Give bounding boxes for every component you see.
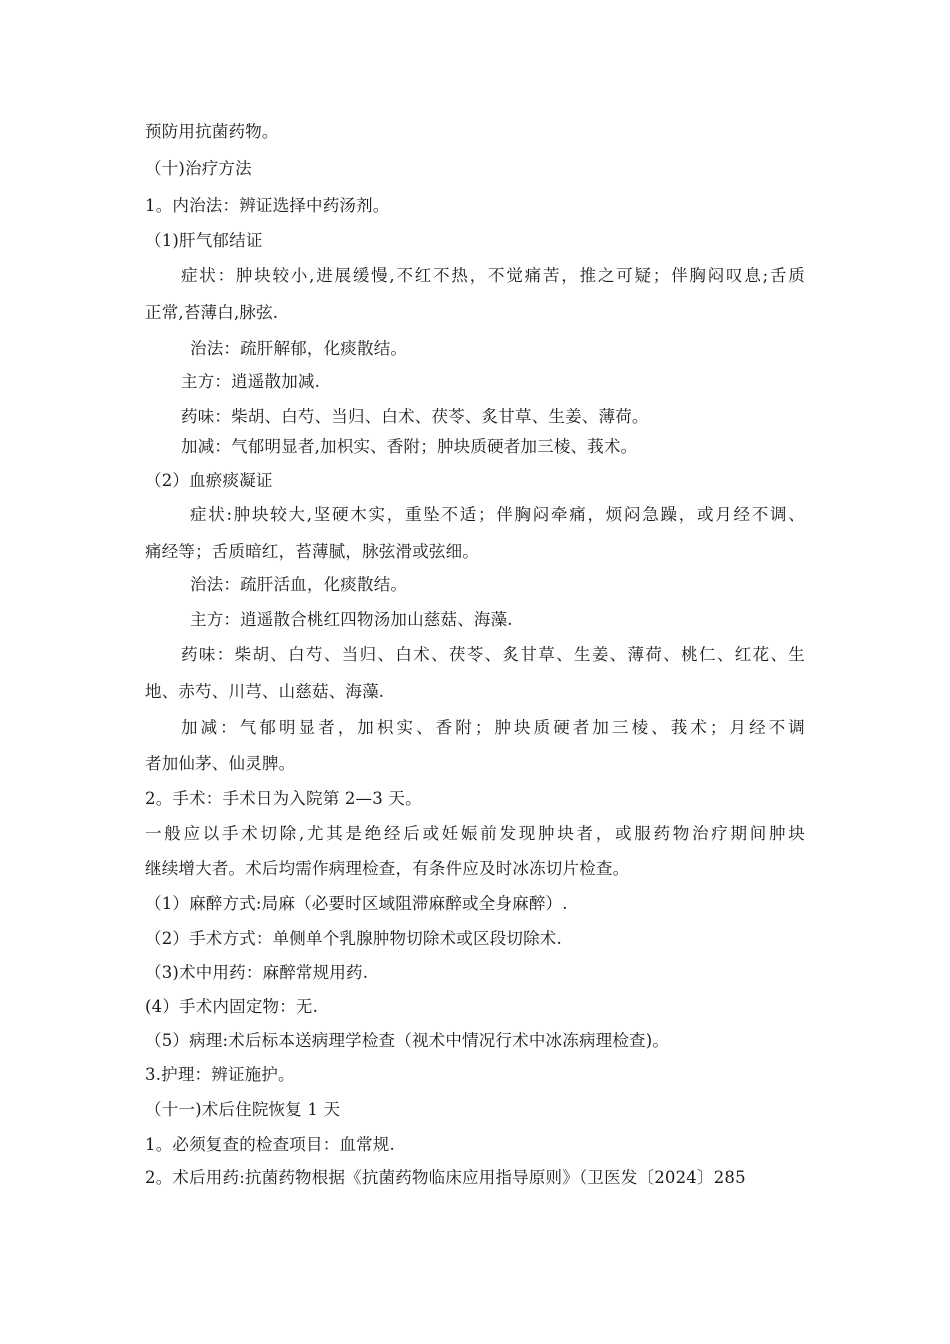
text-line: 加减：气郁明显者,加枳实、香附；肿块质硬者加三棱、莪术。 [181, 437, 638, 456]
text-line: 主方：逍遥散加减. [181, 372, 321, 391]
text-line: 症状:肿块较大,坚硬木实，重坠不适；伴胸闷牵痛，烦闷急躁，或月经不调、 [190, 505, 805, 524]
section-heading: （十一)术后住院恢复 1 天 [145, 1100, 341, 1119]
text-line: 1。必须复查的检查项目：血常规. [145, 1135, 395, 1154]
text-line: 继续增大者。术后均需作病理检查，有条件应及时冰冻切片检查。 [145, 859, 630, 878]
text-line: 地、赤芍、川芎、山慈菇、海藻. [145, 682, 385, 701]
list-item: （1）麻醉方式:局麻（必要时区域阻滞麻醉或全身麻醉）. [145, 894, 568, 913]
text-line: 2。术后用药:抗菌药物根据《抗菌药物临床应用指导原则》（卫医发〔2024〕285 [145, 1168, 746, 1187]
text-line: 正常,苔薄白,脉弦. [145, 303, 279, 322]
text-line: 药味：柴胡、白芍、当归、白术、茯苓、炙甘草、生姜、薄荷、桃仁、红花、生 [181, 645, 805, 664]
text-line: 预防用抗菌药物。 [145, 122, 279, 141]
text-line: 治法：疏肝活血，化痰散结。 [190, 575, 408, 594]
subsection-heading: （1)肝气郁结证 [145, 231, 263, 250]
section-heading: （十)治疗方法 [145, 159, 252, 178]
text-line: 治法：疏肝解郁，化痰散结。 [190, 339, 408, 358]
text-line: 3.护理：辨证施护。 [145, 1065, 295, 1084]
list-item: （5）病理:术后标本送病理学检查（视术中情况行术中冰冻病理检查)。 [145, 1031, 670, 1050]
text-line: 主方：逍遥散合桃红四物汤加山慈菇、海藻. [190, 610, 513, 629]
text-line: 症状：肿块较小,进展缓慢,不红不热，不觉痛苦，推之可疑；伴胸闷叹息;舌质 [181, 266, 805, 285]
subsection-heading: （2）血瘀痰凝证 [145, 471, 273, 490]
text-line: 2。手术：手术日为入院第 2—3 天。 [145, 789, 422, 808]
text-line: 痛经等；舌质暗红，苔薄腻，脉弦滑或弦细。 [145, 542, 479, 561]
text-line: 1。内治法：辨证选择中药汤剂。 [145, 196, 390, 215]
text-line: 一般应以手术切除,尤其是绝经后或妊娠前发现肿块者，或服药物治疗期间肿块 [145, 824, 805, 843]
list-item: （2）手术方式：单侧单个乳腺肿物切除术或区段切除术. [145, 929, 562, 948]
list-item: （3)术中用药：麻醉常规用药. [145, 963, 369, 982]
text-line: 药味：柴胡、白芍、当归、白术、茯苓、炙甘草、生姜、薄荷。 [181, 407, 649, 426]
list-item: (4）手术内固定物：无. [145, 997, 319, 1016]
text-line: 者加仙茅、仙灵脾。 [145, 754, 296, 773]
text-line: 加减：气郁明显者，加枳实、香附；肿块质硬者加三棱、莪术；月经不调 [181, 718, 805, 737]
